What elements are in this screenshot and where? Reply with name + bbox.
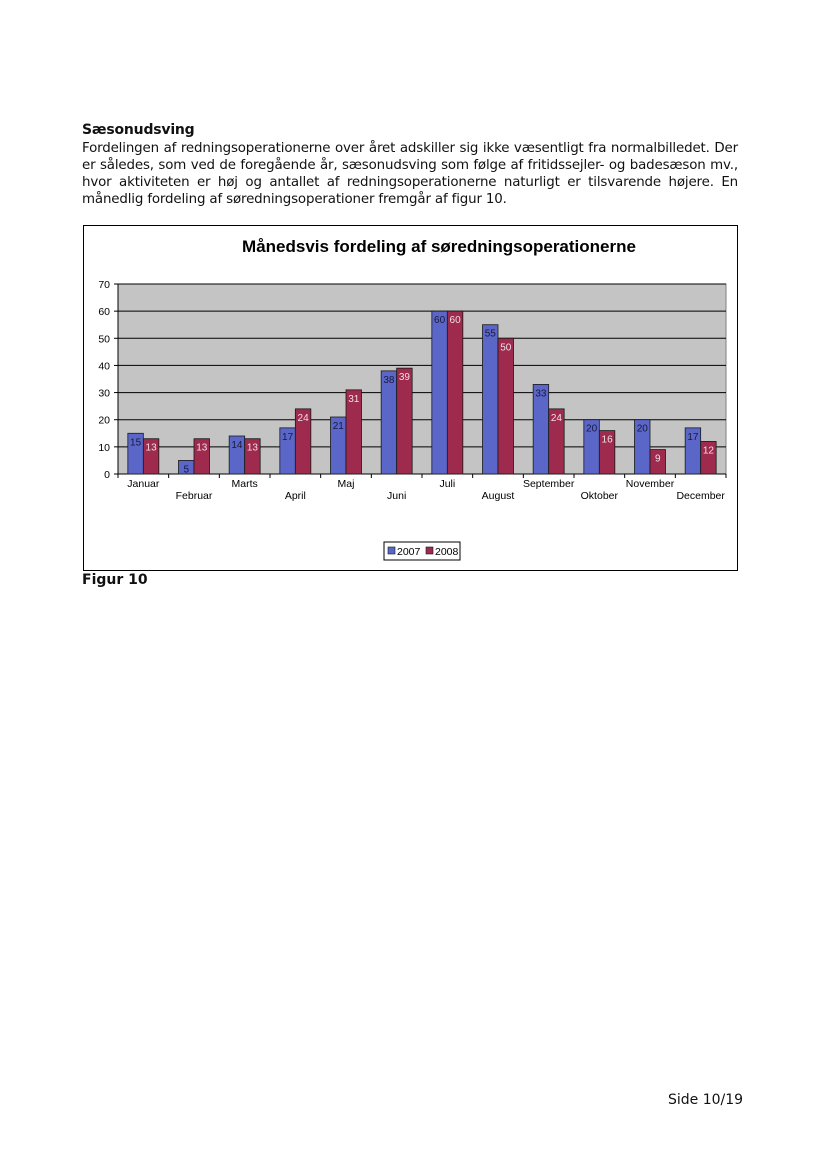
legend-label-2007: 2007 bbox=[397, 546, 421, 558]
figure-caption: Figur 10 bbox=[82, 572, 148, 588]
bar-2008-august bbox=[498, 338, 514, 474]
bar-2007-juni bbox=[381, 371, 397, 474]
x-category-label: Juli bbox=[439, 478, 456, 490]
data-label: 20 bbox=[636, 423, 648, 435]
x-category-label: Marts bbox=[231, 478, 258, 490]
y-tick-label: 10 bbox=[98, 441, 110, 454]
data-label: 5 bbox=[183, 464, 190, 476]
y-tick-label: 60 bbox=[98, 306, 110, 319]
data-label: 14 bbox=[231, 440, 243, 451]
chart-frame bbox=[83, 225, 738, 571]
data-label: 55 bbox=[484, 328, 496, 340]
x-category-label: Juni bbox=[387, 490, 407, 502]
y-tick-label: 20 bbox=[98, 414, 110, 427]
legend-label-2008: 2008 bbox=[435, 546, 459, 558]
data-label: 39 bbox=[398, 372, 410, 384]
bar-2008-juni bbox=[397, 368, 413, 474]
bar-2008-juli bbox=[447, 311, 463, 474]
x-category-label: Januar bbox=[127, 478, 160, 490]
bar-2007-juli bbox=[432, 311, 448, 474]
data-label: 50 bbox=[500, 342, 512, 354]
data-label: 21 bbox=[332, 421, 344, 432]
data-label: 17 bbox=[687, 431, 699, 443]
data-label: 16 bbox=[601, 434, 613, 446]
data-label: 15 bbox=[130, 437, 142, 449]
y-tick-label: 0 bbox=[104, 469, 110, 481]
y-tick-label: 40 bbox=[98, 360, 110, 373]
data-label: 13 bbox=[145, 442, 157, 454]
data-label: 31 bbox=[348, 393, 360, 405]
y-tick-label: 50 bbox=[98, 333, 110, 346]
monthly-bar-chart bbox=[84, 226, 737, 570]
data-label: 60 bbox=[449, 315, 461, 327]
section-heading: Sæsonudsving bbox=[82, 122, 195, 138]
data-label: 20 bbox=[586, 423, 598, 435]
data-label: 38 bbox=[383, 374, 395, 386]
x-category-label: Oktober bbox=[580, 490, 619, 502]
data-label: 9 bbox=[654, 453, 661, 465]
body-paragraph: Fordelingen af redningsoperationerne over året adskiller sig ikke væsentligt fra normalbilledet. Der er således, som ved de foregående år, sæsonudsving som følge af fritidssejler- og badesæson mv., hvor aktiviteten er høj og antallet af redningsoperationerne naturligt er tilsvarende højere. En månedlig fordeling af søredningsoperationer fremgår af figur 10. bbox=[82, 141, 738, 207]
x-category-label: Februar bbox=[175, 490, 213, 502]
y-tick-label: 30 bbox=[98, 387, 110, 400]
legend-swatch-2008 bbox=[426, 547, 433, 554]
x-category-label: November bbox=[625, 478, 675, 490]
data-label: 13 bbox=[246, 442, 258, 454]
y-tick-label: 70 bbox=[98, 279, 110, 291]
data-label: 24 bbox=[550, 412, 562, 424]
data-label: 33 bbox=[535, 388, 547, 400]
x-category-label: Maj bbox=[337, 478, 355, 490]
x-category-label: December bbox=[676, 490, 725, 502]
data-label: 12 bbox=[702, 445, 714, 457]
x-category-label: September bbox=[522, 478, 575, 490]
x-category-label: April bbox=[284, 490, 306, 502]
data-label: 17 bbox=[282, 431, 294, 443]
data-label: 60 bbox=[434, 315, 446, 327]
data-label: 13 bbox=[196, 442, 208, 454]
legend-swatch-2007 bbox=[388, 547, 395, 554]
page-number: Side 10/19 bbox=[668, 1092, 744, 1108]
chart-title: Månedsvis fordeling af søredningsoperationerne bbox=[242, 237, 636, 256]
data-label: 24 bbox=[297, 412, 309, 424]
x-category-label: August bbox=[481, 490, 515, 502]
bar-2007-august bbox=[483, 325, 499, 474]
